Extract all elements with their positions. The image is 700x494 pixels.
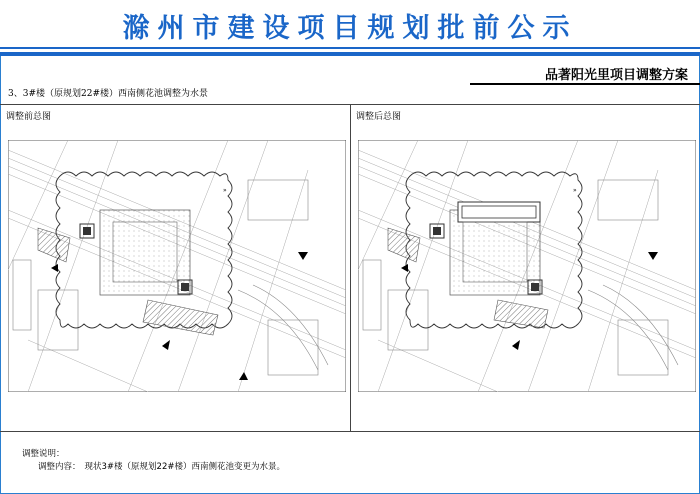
project-subtitle: 品著阳光里项目调整方案 (544, 68, 688, 83)
notes-content-label: 调整内容： (38, 462, 81, 472)
divider-bottom (0, 431, 700, 432)
subtitle-underline (470, 83, 700, 85)
site-plan-after (358, 140, 696, 392)
notes-title: 调整说明： (22, 449, 65, 459)
header-rule-thin (0, 47, 700, 49)
page-title: 滁州市建设项目规划批前公示 (122, 13, 578, 44)
section-caption: 3、3#楼（原规划22#楼）西南侧花池调整为水景 (8, 89, 208, 99)
site-plan-before (8, 140, 346, 392)
notes-body (38, 460, 289, 472)
svg-text:»: » (223, 187, 227, 194)
header (0, 0, 700, 56)
svg-text:»: » (573, 187, 577, 194)
header-rule-thick (0, 52, 700, 56)
divider-middle (350, 105, 351, 431)
panel-label-before: 调整前总图 (6, 112, 52, 122)
panel-label-after: 调整后总图 (356, 112, 402, 122)
notes-content-text: 现状3#楼（原规划22#楼）西南侧花池变更为水景。 (84, 462, 285, 472)
